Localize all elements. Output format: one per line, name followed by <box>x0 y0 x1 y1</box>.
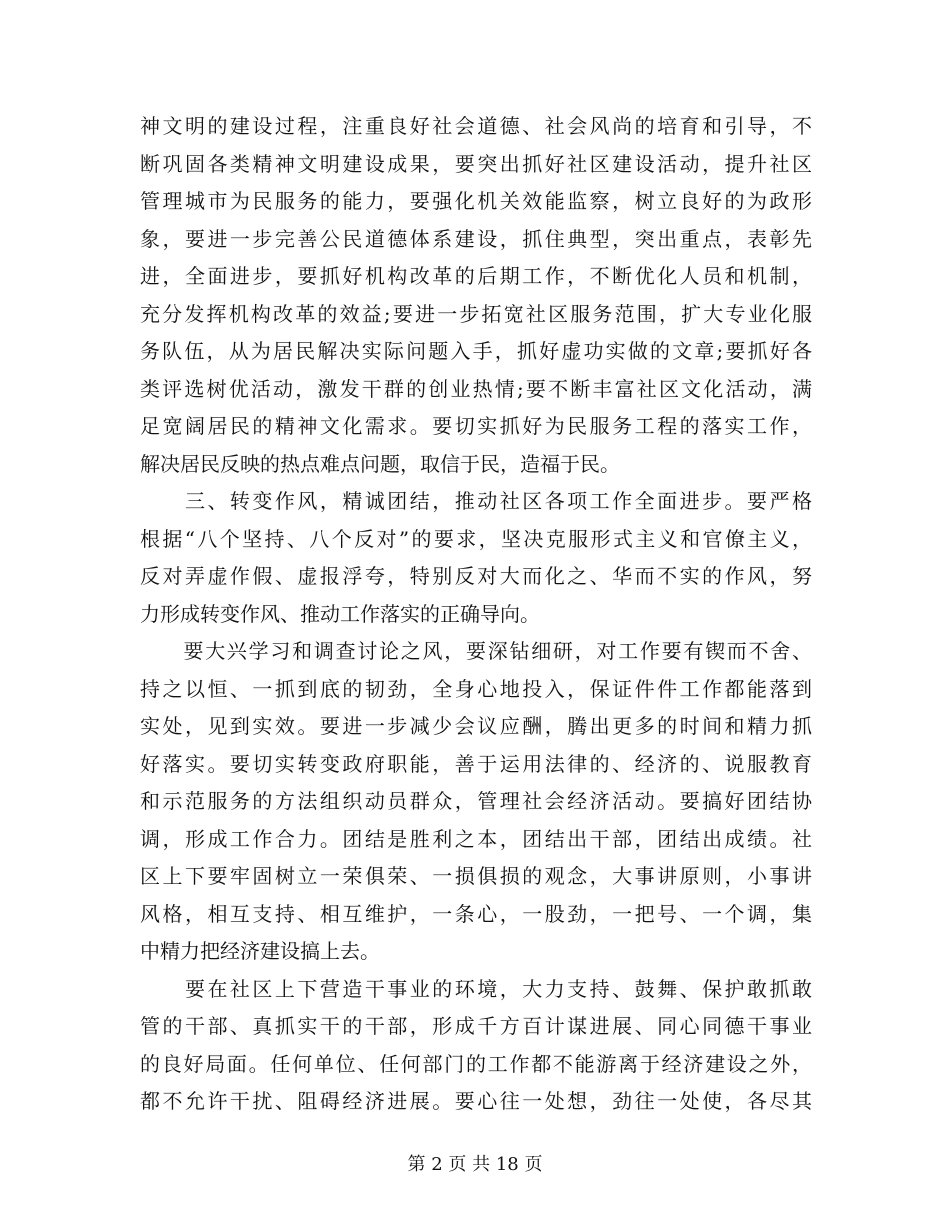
text-line: 足宽阔居民的精神文化需求。要切实抓好为民服务工程的落实工作， <box>140 414 812 438</box>
text-line: 区上下要牢固树立一荣俱荣、一损俱损的观念，大事讲原则，小事讲 <box>140 864 812 888</box>
text-line: 调，形成工作合力。团结是胜利之本，团结出干部，团结出成绩。社 <box>140 826 812 851</box>
text-line: 要在社区上下营造干事业的环境，大力支持、鼓舞、保护敢抓敢 <box>140 976 812 1001</box>
text-line: 和示范服务的方法组织动员群众，管理社会经济活动。要搞好团结协 <box>140 789 812 813</box>
paragraph-2 <box>140 483 812 633</box>
text-line: 解决居民反映的热点难点问题，取信于民，造福于民。 <box>140 451 620 476</box>
text-line: 三、转变作风，精诚团结，推动社区各项工作全面进步。要严格 <box>140 489 812 513</box>
text-line: 实处，见到实效。要进一步减少会议应酬，腾出更多的时间和精力抓 <box>140 714 812 738</box>
text-line: 充分发挥机构改革的效益;要进一步拓宽社区服务范围，扩大专业化服 <box>140 301 812 326</box>
text-line: 务队伍，从为居民解决实际问题入手，抓好虚功实做的文章;要抓好各 <box>140 339 812 363</box>
text-line: 根据“八个坚持、八个反对”的要求，坚决克服形式主义和官僚主义， <box>140 526 812 551</box>
text-line: 中精力把经济建设搞上去。 <box>140 939 380 963</box>
text-line: 断巩固各类精神文明建设成果，要突出抓好社区建设活动，提升社区 <box>140 151 812 176</box>
text-line: 力形成转变作风、推动工作落实的正确导向。 <box>140 601 540 626</box>
text-line: 好落实。要切实转变政府职能，善于运用法律的、经济的、说服教育 <box>140 751 812 776</box>
text-line: 类评选树优活动，激发干群的创业热情;要不断丰富社区文化活动，满 <box>140 376 812 401</box>
text-line: 神文明的建设过程，注重良好社会道德、社会风尚的培育和引导，不 <box>140 114 812 138</box>
text-line: 象，要进一步完善公民道德体系建设，抓住典型，突出重点，表彰先 <box>140 226 812 251</box>
text-line: 管理城市为民服务的能力，要强化机关效能监察，树立良好的为政形 <box>140 189 812 213</box>
text-line: 风格，相互支持、相互维护，一条心，一股劲，一把号、一个调，集 <box>140 901 812 926</box>
text-line: 要大兴学习和调查讨论之风，要深钻细研，对工作要有锲而不舍、 <box>140 639 812 663</box>
page-number-label: 第 2 页 共 18 页 <box>407 1154 543 1175</box>
text-line: 的良好局面。任何单位、任何部门的工作都不能游离于经济建设之外， <box>140 1051 812 1076</box>
text-line: 持之以恒、一抓到底的韧劲，全身心地投入，保证件件工作都能落到 <box>140 676 812 701</box>
paragraph-3 <box>140 633 812 971</box>
text-line: 反对弄虚作假、虚报浮夸，特别反对大而化之、华而不实的作风，努 <box>140 564 812 588</box>
paragraph-1 <box>140 108 812 483</box>
document-body <box>140 108 812 1121</box>
text-line: 都不允许干扰、阻碍经济进展。要心往一处想，劲往一处使，各尽其 <box>140 1089 812 1113</box>
text-line: 管的干部、真抓实干的干部，形成千方百计谋进展、同心同德干事业 <box>140 1014 812 1038</box>
paragraph-4 <box>140 971 812 1121</box>
text-line: 进，全面进步，要抓好机构改革的后期工作，不断优化人员和机制， <box>140 264 812 288</box>
page-footer <box>0 1150 950 1176</box>
